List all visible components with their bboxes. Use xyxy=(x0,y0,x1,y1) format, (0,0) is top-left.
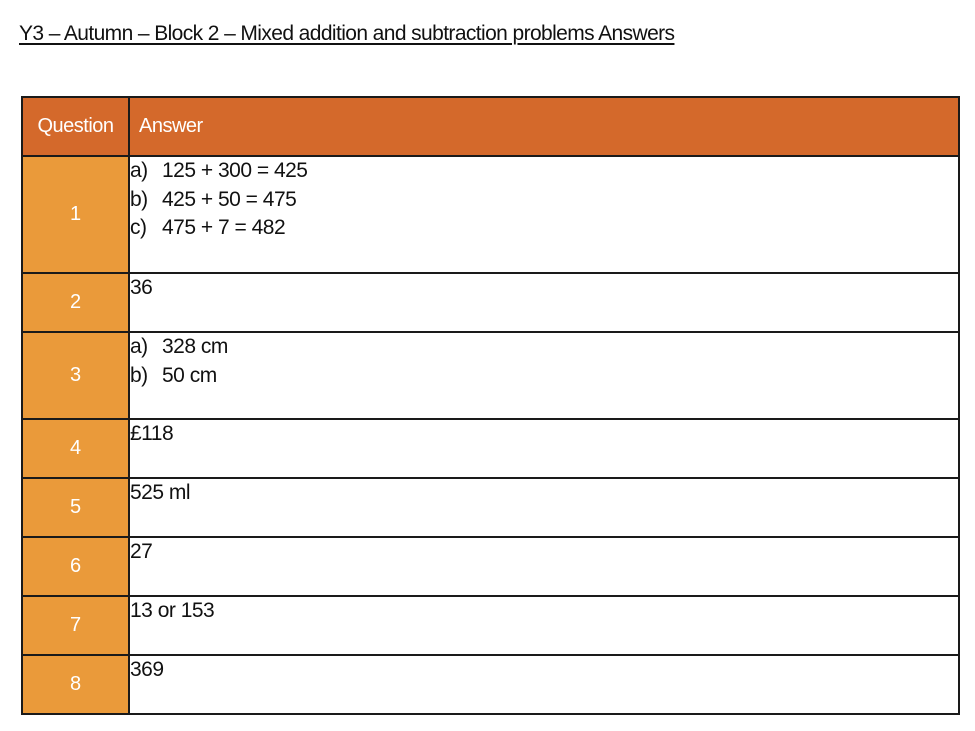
answer-cell xyxy=(129,419,959,478)
answer-line xyxy=(130,538,958,567)
question-number-cell: 2 xyxy=(22,273,129,332)
header-question: Question xyxy=(22,97,129,156)
answer-text: 27 xyxy=(130,540,153,563)
answer-text: 525 ml xyxy=(130,481,191,504)
table-header-row xyxy=(22,97,959,156)
answer-cell xyxy=(129,655,959,714)
question-number-cell: 7 xyxy=(22,596,129,655)
answer-cell xyxy=(129,156,959,273)
answer-text: 50 cm xyxy=(162,363,217,387)
answer-line xyxy=(130,333,958,362)
table-row xyxy=(22,419,959,478)
answer-line xyxy=(130,186,958,215)
answer-cell xyxy=(129,332,959,419)
answer-text: 125 + 300 = 425 xyxy=(162,159,308,182)
answer-cell xyxy=(129,273,959,332)
answer-text: 475 + 7 = 482 xyxy=(162,216,286,239)
table-row xyxy=(22,273,959,332)
answer-text: £118 xyxy=(130,422,174,445)
answer-line xyxy=(130,597,958,626)
answer-cell xyxy=(129,596,959,655)
question-number-cell: 3 xyxy=(22,332,129,419)
answer-line xyxy=(130,656,958,685)
question-number-cell: 6 xyxy=(22,537,129,596)
question-number-cell: 8 xyxy=(22,655,129,714)
answer-text: 13 or 153 xyxy=(130,599,215,622)
question-number-cell: 4 xyxy=(22,419,129,478)
question-number-cell: 1 xyxy=(22,156,129,273)
answer-part-marker: b) xyxy=(130,187,148,211)
answer-line xyxy=(130,214,958,243)
answer-line xyxy=(130,420,958,449)
answer-part-marker: a) xyxy=(130,159,148,182)
table-row xyxy=(22,537,959,596)
answer-line xyxy=(130,362,958,391)
answer-line xyxy=(130,157,958,186)
answer-part-marker: a) xyxy=(130,335,148,358)
table-row xyxy=(22,332,959,419)
answer-text: 369 xyxy=(130,658,164,681)
table-row xyxy=(22,596,959,655)
answer-line xyxy=(130,479,958,508)
answer-cell xyxy=(129,537,959,596)
table-body xyxy=(22,156,959,714)
answer-text: 328 cm xyxy=(162,335,228,358)
answer-cell xyxy=(129,478,959,537)
answer-line xyxy=(130,274,958,303)
answer-text: 36 xyxy=(130,276,153,299)
answer-part-marker: b) xyxy=(130,363,148,387)
header-answer: Answer xyxy=(129,97,959,156)
table-row xyxy=(22,655,959,714)
table-row xyxy=(22,478,959,537)
answers-table xyxy=(21,96,960,715)
table-row xyxy=(22,156,959,273)
document-title: Y3 – Autumn – Block 2 – Mixed addition and subtraction problems Answers xyxy=(19,22,675,45)
answer-text: 425 + 50 = 475 xyxy=(162,187,297,211)
question-number-cell: 5 xyxy=(22,478,129,537)
answer-part-marker: c) xyxy=(130,216,147,239)
